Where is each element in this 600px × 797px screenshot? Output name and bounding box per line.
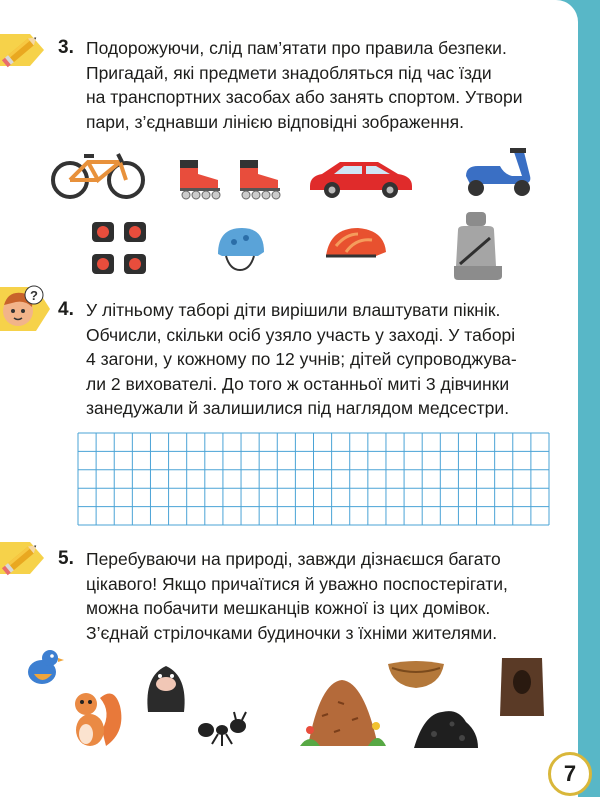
task-line: Перебуваючи на природі, завжди дізнаєшся багато [86,549,501,569]
bicycle-icon[interactable] [50,150,146,200]
task-number: 5. [58,548,74,569]
task-line: занедужали й залишилися під наглядом медсестри. [86,398,510,418]
bird-icon[interactable] [22,644,64,692]
thinking-child-icon [0,283,54,337]
ant-icon[interactable] [196,712,250,748]
soil-mound-icon[interactable] [412,706,480,750]
task-line: пари, з’єднавши лінією відповідні зображення. [86,111,465,132]
task-line: можна побачити мешканців кожної із цих домівок. [86,598,491,618]
task-line: З’єднай стрілочками будиночки з їхніми жителями. [86,622,498,643]
task-text [86,298,558,421]
page-number: 7 [548,752,592,796]
squirrel-icon[interactable] [66,682,126,748]
task-line: У літньому таборі діти вирішили влаштувати пікнік. [86,300,501,320]
task-line: 4 загони, у кожному по 12 учнів; дітей супроводжува- [86,349,517,369]
roller-skate-icon[interactable] [236,156,284,200]
car-seat-icon[interactable] [450,210,506,282]
task-number: 3. [58,37,74,58]
pencil-icon [0,536,46,580]
tree-hollow-icon[interactable] [496,654,548,718]
task-text [86,547,558,645]
anthill-icon[interactable] [298,676,386,748]
scooter-icon[interactable] [460,146,538,198]
mole-icon[interactable] [140,656,192,714]
task-text [86,36,558,134]
task-line: Подорожуючи, слід пам’ятати про правила безпеки. [86,38,507,58]
car-icon[interactable] [306,158,416,200]
roller-skate-icon[interactable] [176,156,224,200]
page-border [578,0,600,797]
task-3 [60,36,558,134]
task-line: Пригадай, які предмети знадобляться під час їзди [86,62,492,83]
task-number: 4. [58,299,74,320]
bike-helmet-icon[interactable] [322,224,390,264]
task-5 [60,547,558,645]
task-line: на транспортних засобах або занять спортом. Утвори [86,87,523,107]
pencil-icon [0,28,46,72]
task-line: Обчисли, скільки осіб узяло участь у заході. У таборі [86,324,516,345]
knee-pads-icon[interactable] [88,216,154,278]
task-line: ли 2 вихователі. До того ж останньої миті 3 дівчинки [86,373,510,394]
task-line: цікавого! Якщо причаїтися й уважно поспостерігати, [86,573,508,594]
answer-grid[interactable] [78,433,549,525]
question-mark-glyph: ? [30,288,38,303]
task-4 [60,298,558,421]
nest-icon[interactable] [386,656,446,690]
skate-helmet-icon[interactable] [214,224,268,274]
